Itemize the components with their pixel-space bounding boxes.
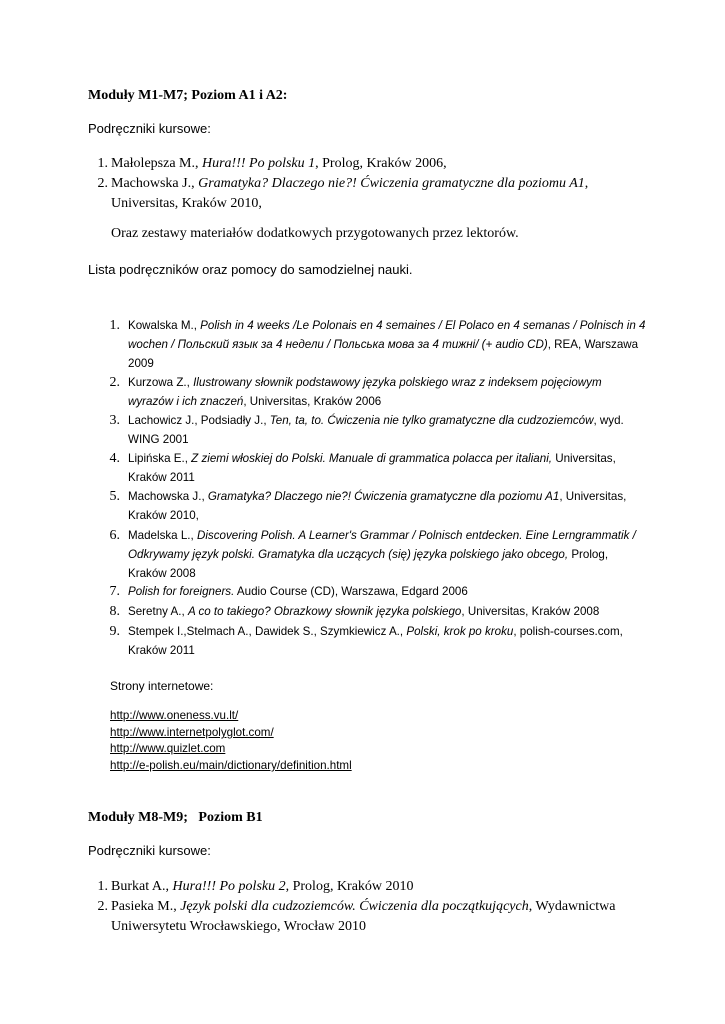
- list-number: 2.: [97, 176, 108, 191]
- citation: [128, 602, 648, 621]
- section2-heading: Moduły M8-M9; Poziom B1: [88, 810, 263, 825]
- website-link[interactable]: http://www.oneness.vu.lt/: [110, 709, 239, 722]
- citation-publisher: , Prolog, Kraków 2006,: [315, 156, 447, 171]
- citation-title: Discovering Polish. A Learner's Grammar / Polnisch entdecken. Eine Lerngrammatik / Odkrywamy język polski. Gramatyka dla uczących (się) języka polskiego jako obcego,: [128, 529, 636, 561]
- citation-publisher: Prolog, Kraków 2008: [128, 548, 609, 580]
- citation-title: Ten, ta, to. Ćwiczenia nie tylko gramatyczne dla cudzoziemców: [269, 414, 594, 427]
- list-number: 5.: [109, 489, 120, 504]
- list-number: 1.: [97, 879, 108, 894]
- citation-author: Machowska J.,: [128, 490, 208, 503]
- citation-author: Stempek I.,Stelmach A., Dawidek S., Szymkiewicz A.,: [128, 625, 407, 638]
- list-number: 2.: [97, 899, 108, 914]
- citation-author: Kowalska M.,: [128, 319, 201, 332]
- citation: [128, 449, 648, 487]
- citation-title: Hura!!! Po polsku 1: [201, 156, 316, 171]
- list-number: 9.: [109, 624, 120, 639]
- citation-publisher: , Prolog, Kraków 2010: [285, 879, 414, 894]
- citation-author: Lachowicz J., Podsiadły J.,: [128, 414, 270, 427]
- website-link[interactable]: http://www.internetpolyglot.com/: [110, 726, 274, 739]
- citation-author: Seretny A.,: [128, 605, 188, 618]
- citation: [128, 622, 648, 660]
- website-link[interactable]: http://www.quizlet.com: [110, 742, 226, 755]
- citation-author: Małolepsza M.,: [111, 156, 202, 171]
- list-number: 7.: [109, 584, 120, 599]
- citation: [128, 582, 648, 601]
- list-number: 2.: [109, 375, 120, 390]
- citation-title: Gramatyka? Dlaczego nie?! Ćwiczenia gramatyczne dla poziomu A1: [198, 176, 585, 191]
- citation-author: Machowska J.,: [111, 176, 199, 191]
- citation-title: Język polski dla cudzoziemców. Ćwiczenia dla początkujących: [180, 899, 529, 914]
- section1-subheading: Podręczniki kursowe:: [88, 121, 211, 136]
- citation-publisher: , wyd. WING 2001: [128, 414, 624, 446]
- resources-heading: Lista podręczników oraz pomocy do samodzielnej nauki.: [88, 262, 413, 277]
- citation: [128, 487, 648, 525]
- citation: [111, 154, 621, 174]
- citation-publisher: , Universitas, Kraków 2006: [243, 395, 382, 408]
- section1-note: Oraz zestawy materiałów dodatkowych przygotowanych przez lektorów.: [111, 226, 519, 241]
- citation-title: Polski, krok po kroku: [406, 625, 514, 638]
- citation: [111, 174, 621, 214]
- citation: [111, 877, 621, 897]
- citation: [128, 526, 648, 583]
- list-number: 8.: [109, 604, 120, 619]
- citation: [128, 373, 648, 411]
- section1-heading: Moduły M1-M7; Poziom A1 i A2:: [88, 88, 288, 103]
- list-number: 4.: [109, 451, 120, 466]
- list-number: 1.: [109, 318, 120, 333]
- citation-publisher: , polish-courses.com, Kraków 2011: [128, 625, 623, 657]
- list-number: 3.: [109, 413, 120, 428]
- citation-title: Gramatyka? Dlaczego nie?! Ćwiczenia gramatyczne dla poziomu A1: [207, 490, 560, 503]
- citation-title: A co to takiego? Obrazkowy słownik języka polskiego: [187, 605, 462, 618]
- citation-author: Burkat A.,: [111, 879, 173, 894]
- citation-author: Pasieka M.,: [111, 899, 181, 914]
- citation-title: Ilustrowany słownik podstawowy języka polskiego wraz z indeksem pojęciowym wyrazów i ich znaczeń: [128, 376, 602, 408]
- citation-publisher: , Universitas, Kraków 2010,: [111, 176, 589, 211]
- citation-publisher: , Wydawnictwa Uniwersytetu Wrocławskiego, Wrocław 2010: [111, 899, 616, 934]
- websites-label: Strony internetowe:: [110, 679, 214, 693]
- citation-publisher: Universitas, Kraków 2011: [128, 452, 616, 484]
- list-number: 6.: [109, 528, 120, 543]
- citation-title: Z ziemi włoskiej do Polski. Manuale di grammatica polacca per italiani,: [191, 452, 553, 465]
- citation-title: Polish in 4 weeks /Le Polonais en 4 semaines / El Polaco en 4 semanas / Polnisch in 4 wochen / Польский язык за 4 недели / Польська мова за 4 тижні/ (+ audio CD): [128, 319, 646, 351]
- citation-author: Kurzowa Z.,: [128, 376, 194, 389]
- citation-title: Polish for foreigners.: [128, 585, 235, 598]
- citation: [128, 316, 648, 373]
- website-link[interactable]: http://e-polish.eu/main/dictionary/definition.html: [110, 759, 352, 772]
- citation-author: Madelska L.,: [128, 529, 197, 542]
- citation-publisher: , Universitas, Kraków 2010,: [128, 490, 627, 522]
- citation-title: Hura!!! Po polsku 2: [172, 879, 286, 894]
- citation: [128, 411, 648, 449]
- list-number: 1.: [97, 156, 108, 171]
- citation: [111, 897, 621, 937]
- citation-publisher: , REA, Warszawa 2009: [128, 338, 639, 370]
- citation-publisher: Audio Course (CD), Warszawa, Edgard 2006: [234, 585, 468, 598]
- citation-publisher: , Universitas, Kraków 2008: [461, 605, 600, 618]
- section2-subheading: Podręczniki kursowe:: [88, 843, 211, 858]
- citation-author: Lipińska E.,: [128, 452, 192, 465]
